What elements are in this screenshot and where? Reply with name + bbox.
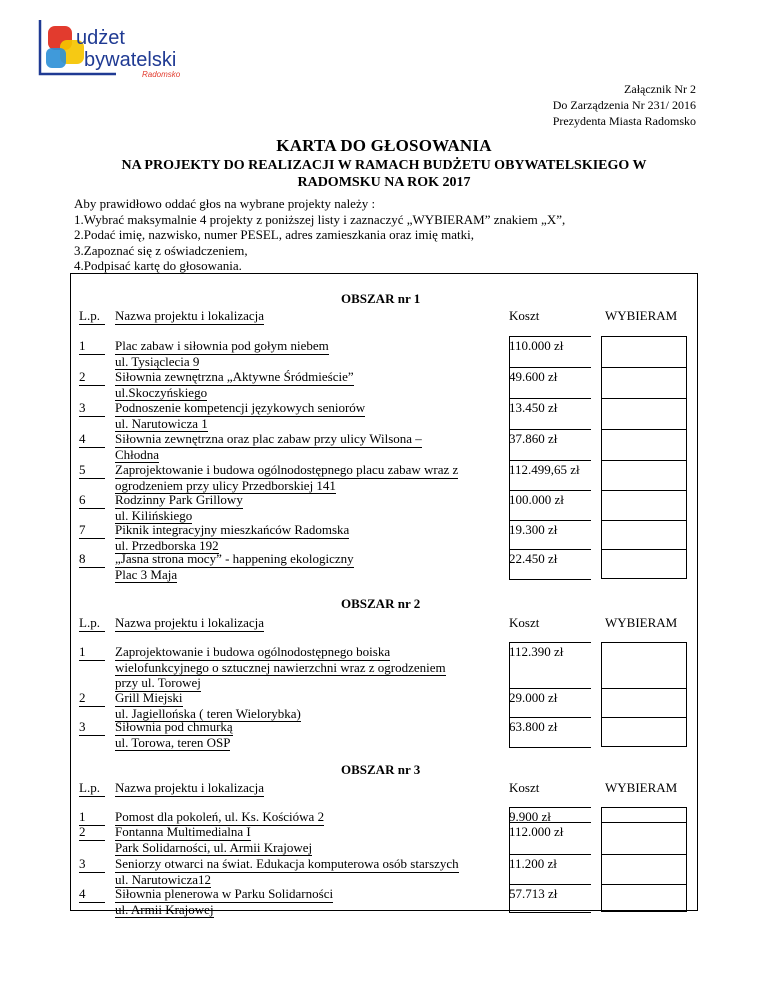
instruction-line: 1.Wybrać maksymalnie 4 projekty z poniższej listy i zaznaczyć „WYBIERAM” znakiem „X”, [74, 211, 566, 227]
lp-rule [79, 735, 105, 736]
row-lp: 2 [79, 824, 86, 839]
vote-checkbox[interactable] [601, 807, 687, 822]
vote-checkbox[interactable] [601, 688, 687, 717]
cost-divider [509, 884, 510, 912]
cost-divider [509, 549, 510, 579]
project-name-line: ul. Jagiellońska ( teren Wielorybka) [115, 705, 301, 721]
area-title: OBSZAR nr 1 [341, 291, 421, 306]
vote-checkbox[interactable] [601, 429, 687, 460]
cost-rule [509, 367, 591, 368]
project-name-line: Seniorzy otwarci na świat. Edukacja komputerowa osób starszych [115, 856, 459, 871]
cost-rule [509, 460, 591, 461]
vote-checkbox[interactable] [601, 520, 687, 549]
area-title: OBSZAR nr 2 [341, 596, 421, 611]
instruction-line: 4.Podpisać kartę do głosowania. [74, 258, 242, 273]
row-cost: 49.600 zł [509, 369, 558, 384]
annex-note [553, 81, 696, 129]
header-rule [79, 324, 105, 325]
project-name-line: ul. Kilińskiego [115, 507, 193, 523]
row-cost: 112.390 zł [509, 644, 564, 659]
row-lp: 4 [79, 886, 86, 901]
instruction-line: 3.Zapoznać się z oświadczeniem, [74, 242, 248, 258]
cost-rule [509, 398, 591, 399]
row-cost: 13.450 zł [509, 400, 558, 415]
subtitle-line1: NA PROJEKTY DO REALIZACJI W RAMACH BUDŻETU OBYWATELSKIEGO W [121, 158, 647, 173]
row-lp: 2 [79, 690, 86, 705]
vote-checkbox[interactable] [601, 490, 687, 520]
document-subtitle [0, 157, 768, 191]
header-rule [79, 796, 105, 797]
cost-rule [509, 688, 591, 689]
row-lp: 8 [79, 551, 86, 566]
document-title: KARTA DO GŁOSOWANIA [276, 136, 492, 155]
cost-divider [509, 807, 510, 822]
row-lp: 2 [79, 369, 86, 384]
project-name-line: ul. Narutowicza 1 [115, 415, 208, 431]
instruction-line: Aby prawidłowo oddać głos na wybrane projekty należy : [74, 196, 376, 211]
lp-rule [79, 508, 105, 509]
project-name-line: Fontanna Multimedialna I [115, 824, 251, 839]
project-name-line: Plac 3 Maja [115, 566, 178, 582]
cost-divider [509, 367, 510, 398]
cost-rule [509, 490, 591, 491]
row-cost: 37.860 zł [509, 431, 558, 446]
lp-rule [79, 538, 105, 539]
project-name-line: Rodzinny Park Grillowy [115, 492, 243, 507]
area-title: OBSZAR nr 3 [341, 762, 421, 777]
cost-divider [509, 336, 510, 367]
cost-divider [509, 490, 510, 520]
header-rule [79, 631, 105, 632]
header-name: Nazwa projektu i lokalizacja [115, 780, 265, 795]
vote-checkbox[interactable] [601, 549, 687, 579]
row-cost: 19.300 zł [509, 522, 558, 537]
project-name-line: ul. Armii Krajowej [115, 901, 214, 917]
cost-rule [509, 822, 591, 823]
cost-divider [509, 717, 510, 747]
project-name-line: „Jasna strona mocy” - happening ekologiczny [115, 551, 354, 566]
cost-rule [509, 807, 591, 808]
header-lp: L.p. [79, 308, 100, 323]
lp-rule [79, 447, 105, 448]
logo-blue-square [46, 48, 66, 68]
row-lp: 1 [79, 809, 86, 824]
project-name-line: Zaprojektowanie i budowa ogólnodostępnego boiska [115, 644, 391, 659]
annex-line2: Do Zarządzenia Nr 231/ 2016 [552, 98, 696, 112]
subtitle-line2: RADOMSKU NA ROK 2017 [297, 175, 471, 190]
logo-text-line3: Radomsko [142, 70, 181, 79]
annex-line3: Prezydenta Miasta Radomsko [552, 114, 696, 128]
cost-rule [509, 642, 591, 643]
cost-rule [509, 912, 591, 913]
row-cost: 110.000 zł [509, 338, 564, 353]
cost-rule [509, 854, 591, 855]
vote-checkbox[interactable] [601, 822, 687, 854]
lp-rule [79, 872, 105, 873]
project-name-line: Siłownia zewnętrzna „Aktywne Śródmieście” [115, 369, 354, 384]
header-cost: Koszt [509, 308, 540, 323]
row-lp: 6 [79, 492, 86, 507]
row-cost: 29.000 zł [509, 690, 558, 705]
lp-rule [79, 660, 105, 661]
project-name-line: Plac zabaw i siłownia pod gołym niebem [115, 338, 329, 353]
cost-divider [509, 822, 510, 854]
vote-checkbox[interactable] [601, 367, 687, 398]
project-name-line: ul. Przedborska 192 [115, 537, 219, 553]
instruction-line: 2.Podać imię, nazwisko, numer PESEL, adres zamieszkania oraz imię matki, [74, 227, 474, 242]
row-lp: 1 [79, 644, 86, 659]
cost-divider [509, 642, 510, 688]
vote-checkbox[interactable] [601, 398, 687, 429]
budzet-obywatelski-logo [38, 14, 198, 86]
project-name-line: Zaprojektowanie i budowa ogólnodostępnego placu zabaw wraz z [115, 462, 459, 477]
row-cost: 57.713 zł [509, 886, 558, 901]
cost-rule [509, 579, 591, 580]
header-choose: WYBIERAM [605, 780, 678, 795]
project-name-line: Chłodna [115, 446, 160, 462]
cost-rule [509, 747, 591, 748]
lp-rule [79, 567, 105, 568]
row-lp: 3 [79, 719, 86, 734]
ballot-table [70, 273, 698, 917]
vote-checkbox[interactable] [601, 854, 687, 884]
cost-rule [509, 884, 591, 885]
header-lp: L.p. [79, 780, 100, 795]
project-name-line: ogrodzeniem przy ulicy Przedborskiej 141 [115, 477, 336, 493]
project-name-line: ul.Skoczyńskiego [115, 384, 208, 400]
row-lp: 4 [79, 431, 86, 446]
project-name-line: Siłownia plenerowa w Parku Solidarności [115, 886, 334, 901]
header-name: Nazwa projektu i lokalizacja [115, 615, 265, 630]
project-name-line: Park Solidarności, ul. Armii Krajowej [115, 839, 313, 855]
row-cost: 112.499,65 zł [509, 462, 580, 477]
project-name-line: ul. Torowa, teren OSP [115, 734, 231, 750]
logo-text-line1: udżet [76, 27, 125, 49]
cost-divider [509, 429, 510, 460]
logo-text-line2: bywatelski [84, 49, 177, 71]
project-name-line: przy ul. Torowej [115, 675, 201, 690]
lp-rule [79, 385, 105, 386]
project-name-line: Siłownia pod chmurką [115, 719, 233, 734]
cost-divider [509, 688, 510, 717]
row-lp: 7 [79, 522, 86, 537]
cost-divider [509, 460, 510, 490]
cost-divider [509, 854, 510, 884]
row-lp: 3 [79, 400, 86, 415]
project-name-line: Piknik integracyjny mieszkańców Radomska [115, 522, 350, 537]
lp-rule [79, 354, 105, 355]
row-cost: 9.900 zł [509, 809, 551, 824]
lp-rule [79, 902, 105, 903]
row-lp: 1 [79, 338, 86, 353]
cost-rule [509, 520, 591, 521]
annex-line1: Załącznik Nr 2 [624, 82, 696, 96]
project-name-line: Grill Miejski [115, 690, 183, 705]
header-lp: L.p. [79, 615, 100, 630]
project-name-line: ul. Narutowicza12 [115, 871, 212, 887]
cost-divider [509, 398, 510, 429]
vote-checkbox[interactable] [601, 642, 687, 688]
row-cost: 100.000 zł [509, 492, 564, 507]
row-lp: 5 [79, 462, 86, 477]
cost-rule [509, 717, 591, 718]
row-cost: 112.000 zł [509, 824, 564, 839]
vote-checkbox[interactable] [601, 460, 687, 490]
instructions [74, 196, 565, 274]
project-name-line: Siłownia zewnętrzna oraz plac zabaw przy ulicy Wilsona – [115, 431, 422, 446]
project-name-line: ul. Tysiąclecia 9 [115, 353, 200, 369]
vote-checkbox[interactable] [601, 884, 687, 912]
header-name: Nazwa projektu i lokalizacja [115, 308, 265, 323]
lp-rule [79, 478, 105, 479]
header-choose: WYBIERAM [605, 308, 678, 323]
lp-rule [79, 706, 105, 707]
cost-divider [509, 520, 510, 549]
project-name-line: wielofunkcyjnego o sztucznej nawierzchni wraz z ogrodzeniem [115, 659, 446, 675]
cost-rule [509, 429, 591, 430]
row-cost: 22.450 zł [509, 551, 558, 566]
row-cost: 63.800 zł [509, 719, 558, 734]
vote-checkbox[interactable] [601, 336, 687, 367]
header-cost: Koszt [509, 615, 540, 630]
lp-rule [79, 840, 105, 841]
lp-rule [79, 416, 105, 417]
cost-rule [509, 336, 591, 337]
project-name-line: Pomost dla pokoleń, ul. Ks. Kościówa 2 [115, 809, 325, 824]
header-choose: WYBIERAM [605, 615, 678, 630]
logo-graphic [38, 14, 198, 86]
project-name-line: Podnoszenie kompetencji językowych seniorów [115, 400, 366, 415]
cost-rule [509, 549, 591, 550]
row-cost: 11.200 zł [509, 856, 557, 871]
header-cost: Koszt [509, 780, 540, 795]
vote-checkbox[interactable] [601, 717, 687, 747]
row-lp: 3 [79, 856, 86, 871]
